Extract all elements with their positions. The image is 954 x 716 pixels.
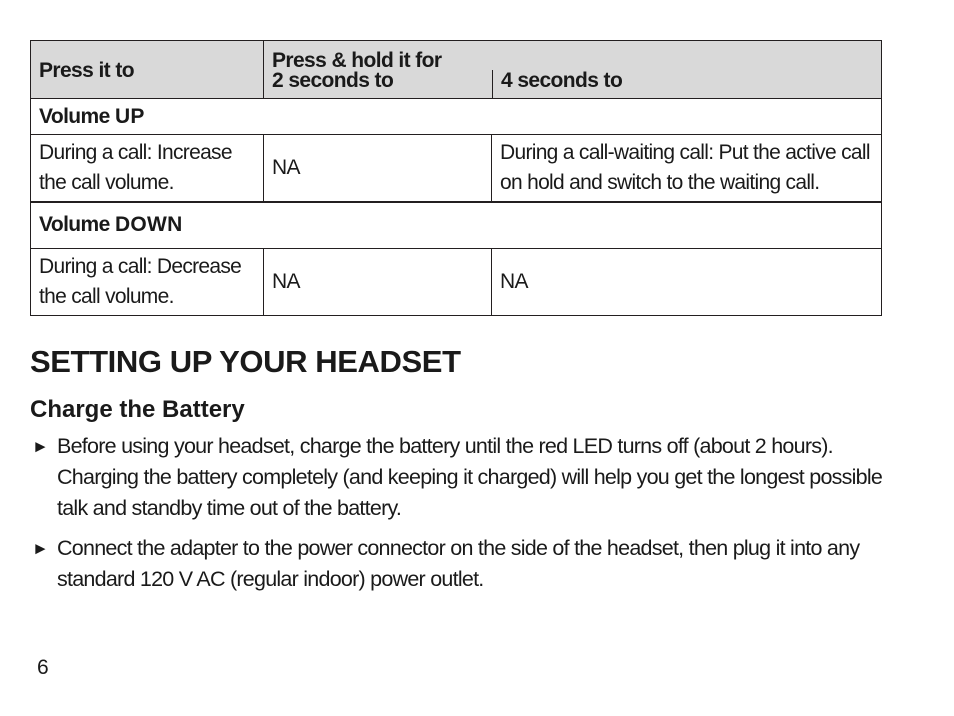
volume-up-two-seconds: NA [264,135,492,202]
header-press-hold [264,41,882,99]
header-press: Press it to [31,41,264,99]
page-number: 6 [37,656,49,679]
volume-down-two-seconds: NA [264,249,492,316]
section-label-volume-down [31,202,882,249]
header-four-seconds-label: 4 seconds to [501,69,623,92]
bullet-arrow-icon: ► [32,437,49,456]
list-item [30,431,910,524]
section-row-volume-up [31,99,882,135]
volume-down-press: During a call: Decrease the call volume. [31,249,264,316]
section-label-up: UP [114,104,145,128]
volume-up-press: During a call: Increase the call volume. [31,135,264,202]
list-item [30,533,910,595]
header-press-hold-label: Press & hold it for [272,49,442,72]
list-item-text: Before using your headset, charge the battery until the red LED turns off (about 2 hours). Charging the battery completely (and keeping it charged) will help you get the longest possible talk and standby time out of the battery. [57,434,883,520]
instruction-list [30,431,910,604]
bullet-arrow-icon: ► [32,539,49,558]
section-label-volume-up [31,99,882,135]
table-row [31,249,882,316]
header-four-seconds [492,70,622,99]
section-label-prefix: Volume [39,104,115,128]
section-label-down: DOWN [114,213,183,237]
section-label-prefix: Volume [39,213,115,237]
volume-down-four-seconds: NA [492,249,882,316]
table-row [31,135,882,202]
volume-up-four-seconds: During a call-waiting call: Put the active call on hold and switch to the waiting call. [492,135,882,202]
button-functions-table [30,40,882,316]
section-heading: SETTING UP YOUR HEADSET [30,344,461,379]
section-row-volume-down [31,202,882,249]
subsection-heading: Charge the Battery [30,396,245,423]
table-header-row [31,41,882,99]
list-item-text: Connect the adapter to the power connector on the side of the headset, then plug it into any standard 120 V AC (regular indoor) power outlet. [57,536,860,591]
header-two-seconds: 2 seconds to [272,69,394,92]
